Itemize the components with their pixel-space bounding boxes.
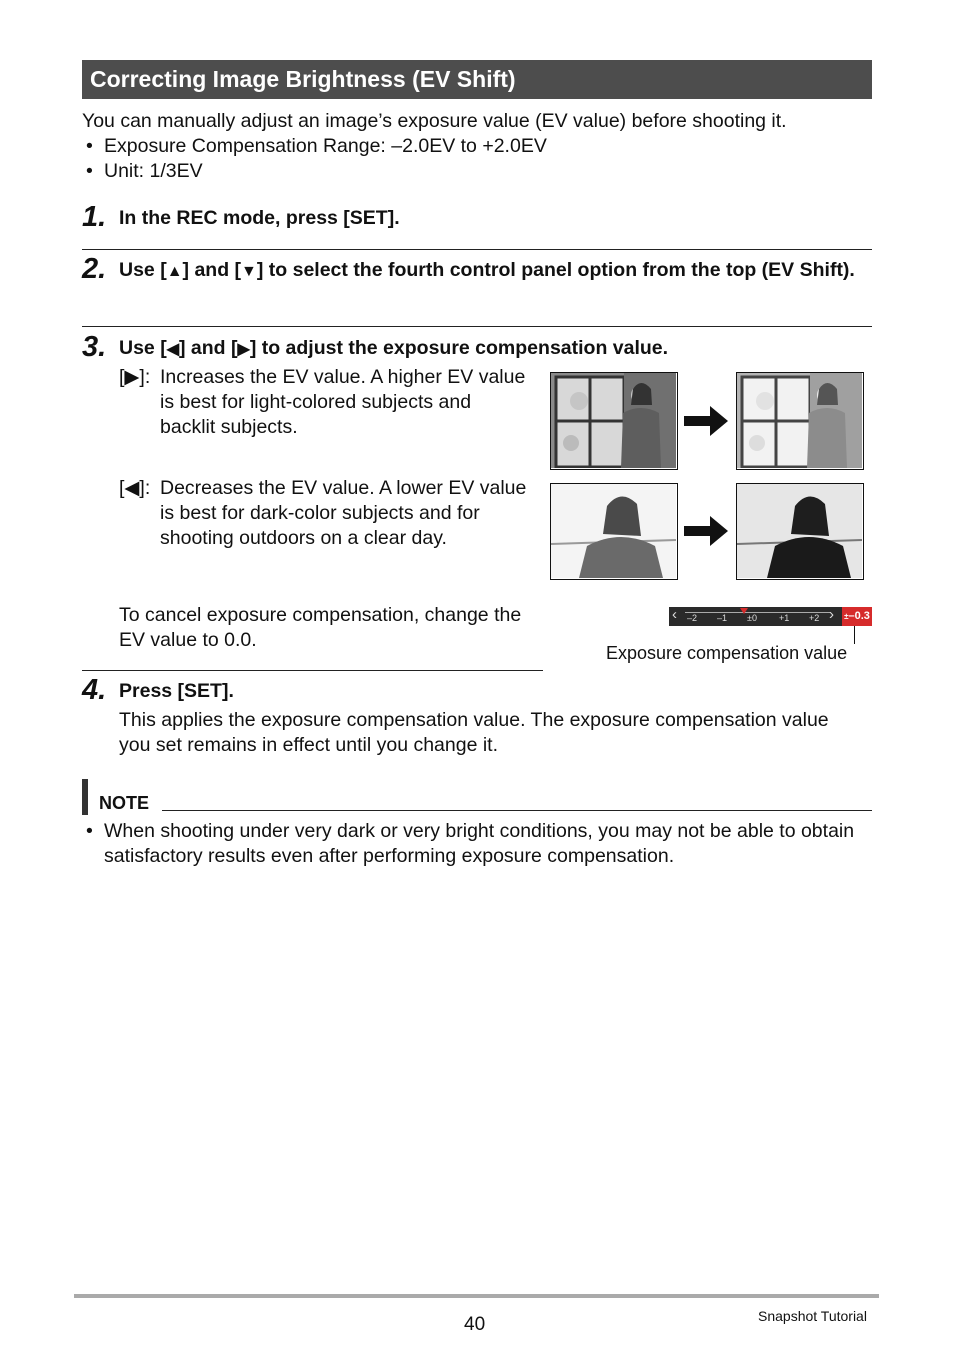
ev-value-label: –0.3 [848, 610, 870, 622]
spec-range: • Exposure Compensation Range: –2.0EV to +2.0EV [104, 134, 547, 159]
increase-key: [▶]: [119, 366, 151, 388]
callout-line [854, 626, 855, 644]
ev-right-chevron-icon: › [829, 606, 834, 623]
step-3-number: 3. [82, 331, 107, 363]
footer-rule [74, 1294, 879, 1298]
step-2-number: 2. [82, 253, 107, 285]
step-4-number: 4. [82, 674, 107, 706]
cancel-text: To cancel exposure compensation, change the EV value to 0.0. [119, 604, 522, 651]
intro-text: You can manually adjust an image’s exposure value (EV value) before shooting it. [82, 110, 787, 132]
ev-value-badge [842, 607, 872, 626]
note-marker [82, 779, 88, 815]
ev-tick-label: –1 [717, 613, 728, 623]
photo-outdoor-after [736, 483, 864, 580]
spec-unit: • Unit: 1/3EV [104, 159, 203, 184]
step-3-text-c: ] to adjust the exposure compensation value. [249, 337, 669, 359]
step-3-text-b: ] and [ [179, 337, 238, 359]
decrease-text: Decreases the EV value. A lower EV value is best for dark-color subjects and for shooting outdoors on a clear day. [160, 477, 527, 549]
step-2-text-c: ] to select the fourth control panel option from the top (EV Shift). [256, 259, 855, 281]
decrease-key: [◀]: [119, 477, 151, 499]
divider [82, 326, 872, 327]
right-arrow-icon: ▶ [237, 341, 250, 358]
step-4-body: This applies the exposure compensation value. The exposure compensation value you set remains in effect until you change it. [119, 709, 829, 756]
ev-compensation-bar [669, 607, 872, 626]
step-2-text [119, 258, 869, 284]
arrow-right-icon [684, 406, 730, 436]
photo-window-before [550, 372, 678, 470]
step-1-number: 1. [82, 201, 107, 233]
divider [82, 249, 872, 250]
step-2-text-b: ] and [ [182, 259, 242, 281]
left-arrow-icon: ◀ [166, 341, 179, 358]
note-rule [162, 810, 872, 811]
ev-tick-label: –2 [687, 613, 698, 623]
page-number: 40 [464, 1314, 486, 1335]
ev-tick-label: +2 [809, 613, 820, 623]
up-arrow-icon: ▲ [166, 263, 183, 280]
ev-left-chevron-icon: ‹ [672, 606, 677, 623]
arrow-right-icon [684, 516, 730, 546]
step-2-text-a: Use [ [119, 259, 167, 281]
increase-text: Increases the EV value. A higher EV value is best for light-colored subjects and backlit subjects. [160, 366, 526, 438]
divider [82, 670, 543, 671]
step-3-text-a: Use [ [119, 337, 167, 359]
footer-section: Snapshot Tutorial [758, 1308, 867, 1324]
ev-value-prefix: ± [844, 612, 849, 621]
down-arrow-icon: ▼ [241, 263, 257, 280]
note-label: NOTE [99, 793, 150, 813]
ev-tick-label: ±0 [747, 613, 757, 623]
photo-window-after [736, 372, 864, 470]
step-4-text: Press [SET]. [119, 680, 234, 702]
photo-outdoor-before [550, 483, 678, 580]
step-3-text [119, 336, 879, 362]
note-item: • When shooting under very dark or very bright conditions, you may not be able to obtain satisfactory results even after performing exposure compensation. [104, 819, 864, 869]
step-1-text: In the REC mode, press [SET]. [119, 207, 400, 229]
ev-tick-label: +1 [779, 613, 790, 623]
section-title: Correcting Image Brightness (EV Shift) [82, 60, 872, 99]
ev-caption: Exposure compensation value [606, 643, 848, 663]
